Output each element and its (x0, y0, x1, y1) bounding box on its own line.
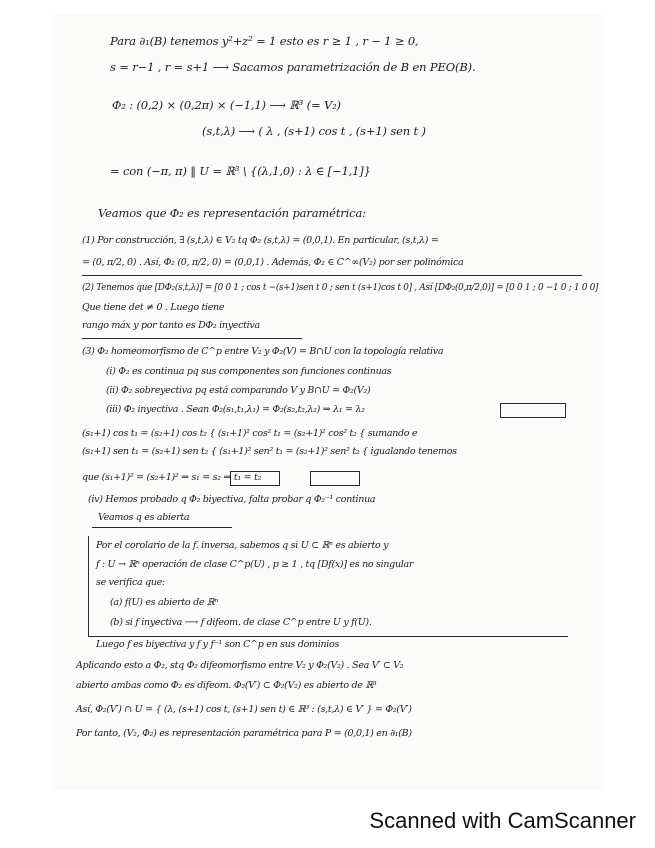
boxed-result (500, 403, 566, 418)
text-line: (s₁+1) sen t₁ = (s₂+1) sen t₂ { (s₁+1)² sen² t₁ = (s₂+1)² sen² t₂ { igualando tenemos (82, 446, 457, 457)
text-line: Luego f es biyectiva y f y f⁻¹ son C^p en sus dominios (96, 639, 340, 650)
text-line: f : U → ℝⁿ operación de clase C^p(U) , p ≥ 1 , tq [Df(x)] es no singular (96, 559, 414, 570)
boxed-result (230, 471, 280, 486)
text-line: (a) f(U) es abierto de ℝⁿ (110, 597, 219, 608)
text-line: = con (−π, π) ‖ U = ℝ³ \ {(λ,1,0) : λ ∈ [−1,1]} (110, 164, 371, 178)
text-line: (2) Tenemos que [DΦ₂(s,t,λ)] = [0 0 1 ; cos t −(s+1)sen t 0 ; sen t (s+1)cos t 0] , Así [DΦ₂(0,π/2,0)] = [0 0 1 ; 0 −1 0 ; 1 0 0] (82, 282, 599, 293)
text-line: Que tiene det ≠ 0 . Luego tiene (82, 302, 225, 313)
text-line: s = r−1 , r = s+1 ⟶ Sacamos parametrización de B en PEO(B). (110, 60, 476, 74)
text-line: (s,t,λ) ⟶ ( λ , (s+1) cos t , (s+1) sen t ) (202, 124, 426, 138)
text-line: (ii) Φ₂ sobreyectiva pq está comparando V y B∩U = Φ₂(V₂) (106, 385, 371, 396)
text-line: Por tanto, (V₂, Φ₂) es representación paramétrica para P = (0,0,1) en ∂₁(B) (76, 728, 412, 739)
text-line: = (0, π/2, 0) . Así, Φ₂ (0, π/2, 0) = (0,0,1) . Además, Φ₂ ∈ C^∞(V₂) por ser polinómica (82, 257, 464, 268)
text-line: Aplicando esto a Φ₂, stq Φ₂ difeomorfismo entre V₂ y Φ₂(V₂) . Sea V′ ⊂ V₂ (76, 660, 404, 671)
bracket-line (88, 536, 89, 636)
text-line: Veamos que Φ₂ es representación paramétrica: (98, 206, 366, 220)
text-line: Veamos q es abierta (98, 512, 190, 523)
separator-line (92, 527, 232, 528)
separator-line (82, 338, 302, 339)
scanned-page (52, 14, 604, 790)
text-line: Φ₂ : (0,2) × (0,2π) × (−1,1) ⟶ ℝ³ (= V₂) (112, 98, 341, 112)
text-line: que (s₁+1)² = (s₂+1)² ⇒ s₁ = s₂ ⇒ t₁ = t₂ (82, 472, 261, 483)
text-line: (iv) Hemos probado q Φ₂ biyectiva, falta probar q Φ₂⁻¹ continua (88, 494, 376, 505)
separator-line (82, 275, 582, 276)
scanner-watermark: Scanned with CamScanner (369, 808, 636, 833)
text-line: abierto ambas como Φ₂ es difeom. Φ₂(V′) ⊂ Φ₂(V₂) es abierto de ℝ³ (76, 680, 377, 691)
text-line: Para ∂₁(B) tenemos y²+z² = 1 esto es r ≥ 1 , r − 1 ≥ 0, (110, 34, 419, 48)
text-line: Así, Φ₂(V′) ∩ U = { (λ, (s+1) cos t, (s+1) sen t) ∈ ℝ³ : (s,t,λ) ∈ V′ } = Φ₂(V′) (76, 704, 412, 715)
boxed-result (310, 471, 360, 486)
text-line: (1) Por construcción, ∃ (s,t,λ) ∈ V₂ tq Φ₂ (s,t,λ) = (0,0,1). En particular, (s,t,λ) = (82, 235, 439, 246)
text-line: (b) si f inyectiva ⟶ f difeom. de clase C^p entre U y f(U). (110, 617, 372, 628)
text-line: Por el corolario de la f. inversa, sabemos q si U ⊂ ℝⁿ es abierto y (96, 540, 389, 551)
text-line: (3) Φ₂ homeomorfismo de C^p entre V₂ y Φ₂(V) = B∩U con la topología relativa (82, 346, 444, 357)
text-line: (s₁+1) cos t₁ = (s₂+1) cos t₂ { (s₁+1)² cos² t₁ = (s₂+1)² cos² t₂ { sumando e (82, 428, 418, 439)
text-line: (i) Φ₂ es continua pq sus componentes son funciones continuas (106, 366, 392, 377)
text-line: se verifica que: (96, 577, 165, 588)
text-line: (iii) Φ₂ inyectiva . Sean Φ₂(s₁,t₁,λ₁) = Φ₂(s₂,t₂,λ₂) ⇒ λ₁ = λ₂ (106, 404, 365, 415)
text-line: rango máx y por tanto es DΦ₂ inyectiva (82, 320, 260, 331)
separator-line (88, 636, 568, 637)
